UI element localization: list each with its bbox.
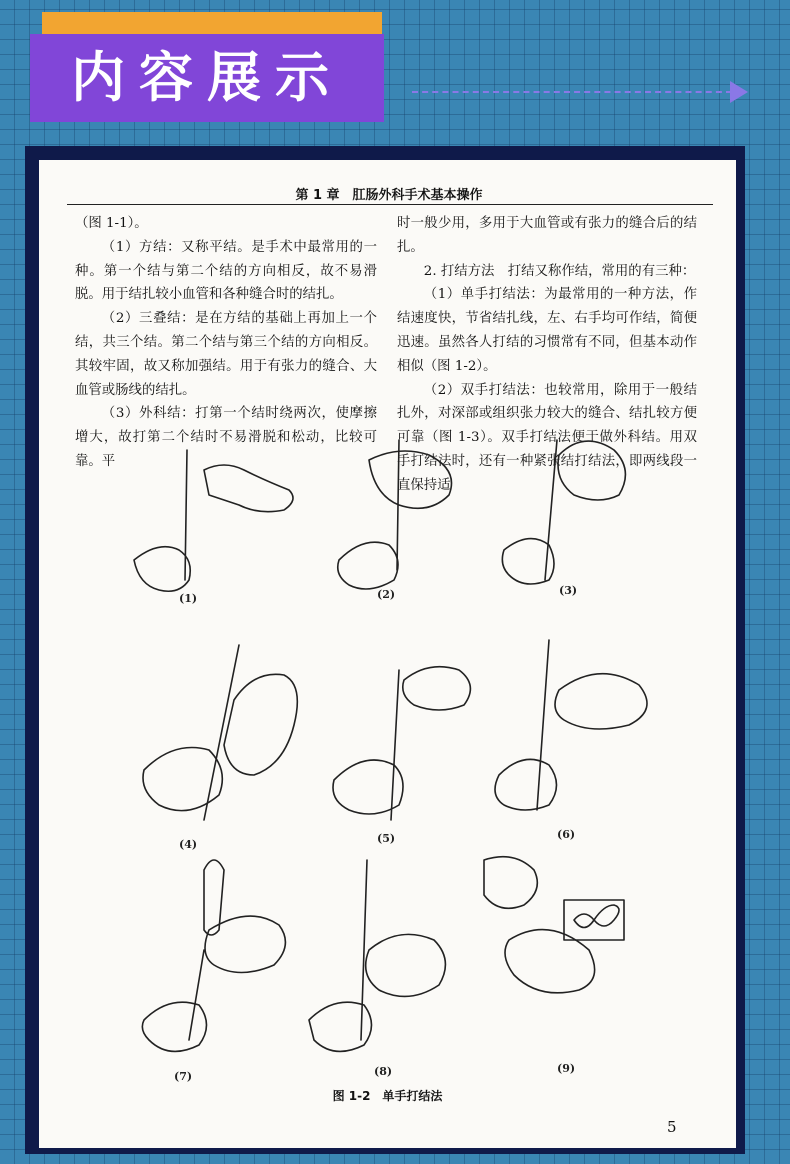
hand-drawing-8 — [309, 860, 445, 1051]
hand-drawing-1 — [134, 450, 293, 591]
hand-drawing-4 — [143, 645, 297, 820]
arrow-icon — [730, 81, 748, 103]
figure-caption: 图 1-2 单手打结法 — [332, 1089, 443, 1103]
decorative-dashed-line — [412, 91, 732, 93]
paragraph: （2）双手打结法：也较常用，除用于一般结扎外，对深部或组织张力较大的缝合、结扎较方便可靠（图 1-3）。双手打结法便于做外科结。用双手打结法时，还有一种紧张结打结法，即两线段一直保持适 — [397, 382, 697, 493]
banner-title: 内容展示 — [71, 46, 343, 109]
paragraph: （1）单手打结法：为最常用的一种方法，作结速度快，节省结扎线，左、右手均可作结，简便迅速。虽然各人打结的习惯常有不同，但基本动作相似（图 1-2）。 — [397, 287, 697, 374]
figure-label: (4) — [179, 838, 198, 851]
paragraph: （图 1-1）。 — [75, 216, 148, 231]
header-rule — [67, 204, 713, 205]
paragraph: 2. 打结方法 打结又称作结，常用的有三种： — [423, 263, 696, 279]
running-head: 第 1 章 肛肠外科手术基本操作 — [295, 188, 483, 203]
figure-label: (8) — [374, 1065, 393, 1078]
paragraph: （2）三叠结：是在方结的基础上再加上一个结，共三个结。第二个结与第三个结的方向相反。其较牢固，故又称加强结。用于有张力的缝合、大血管或肠线的结扎。 — [75, 311, 377, 398]
hand-drawing-2 — [338, 440, 452, 589]
page-number: 5 — [667, 1118, 677, 1136]
book-page — [39, 160, 736, 1148]
figure-label: (9) — [557, 1062, 576, 1075]
figure-label: (6) — [557, 828, 576, 841]
hand-drawing-9 — [484, 857, 624, 993]
figure-label: (1) — [179, 592, 198, 605]
paragraph: 时一般少用，多用于大血管或有张力的缝合后的结扎。 — [397, 216, 697, 255]
hand-drawing-6 — [495, 640, 647, 810]
hand-drawing-7 — [142, 860, 285, 1051]
knot-tying-illustration — [39, 430, 736, 1080]
banner — [30, 12, 390, 122]
paragraph: （1）方结：又称平结。是手术中最常用的一种。第一个结与第二个结的方向相反，故不易滑脱。用于结扎较小血管和各种缝合时的结扎。 — [75, 239, 377, 303]
figure-label: (7) — [174, 1070, 193, 1083]
hand-drawing-3 — [502, 440, 625, 584]
hand-drawing-5 — [333, 667, 470, 820]
figure-label: (3) — [559, 584, 578, 597]
figure-label: (5) — [377, 832, 396, 845]
figure-label: (2) — [377, 588, 396, 601]
paragraph: （3）外科结：打第一个结时绕两次，使摩擦增大，故打第二个结时不易滑脱和松动，比较可靠。平 — [75, 406, 377, 469]
